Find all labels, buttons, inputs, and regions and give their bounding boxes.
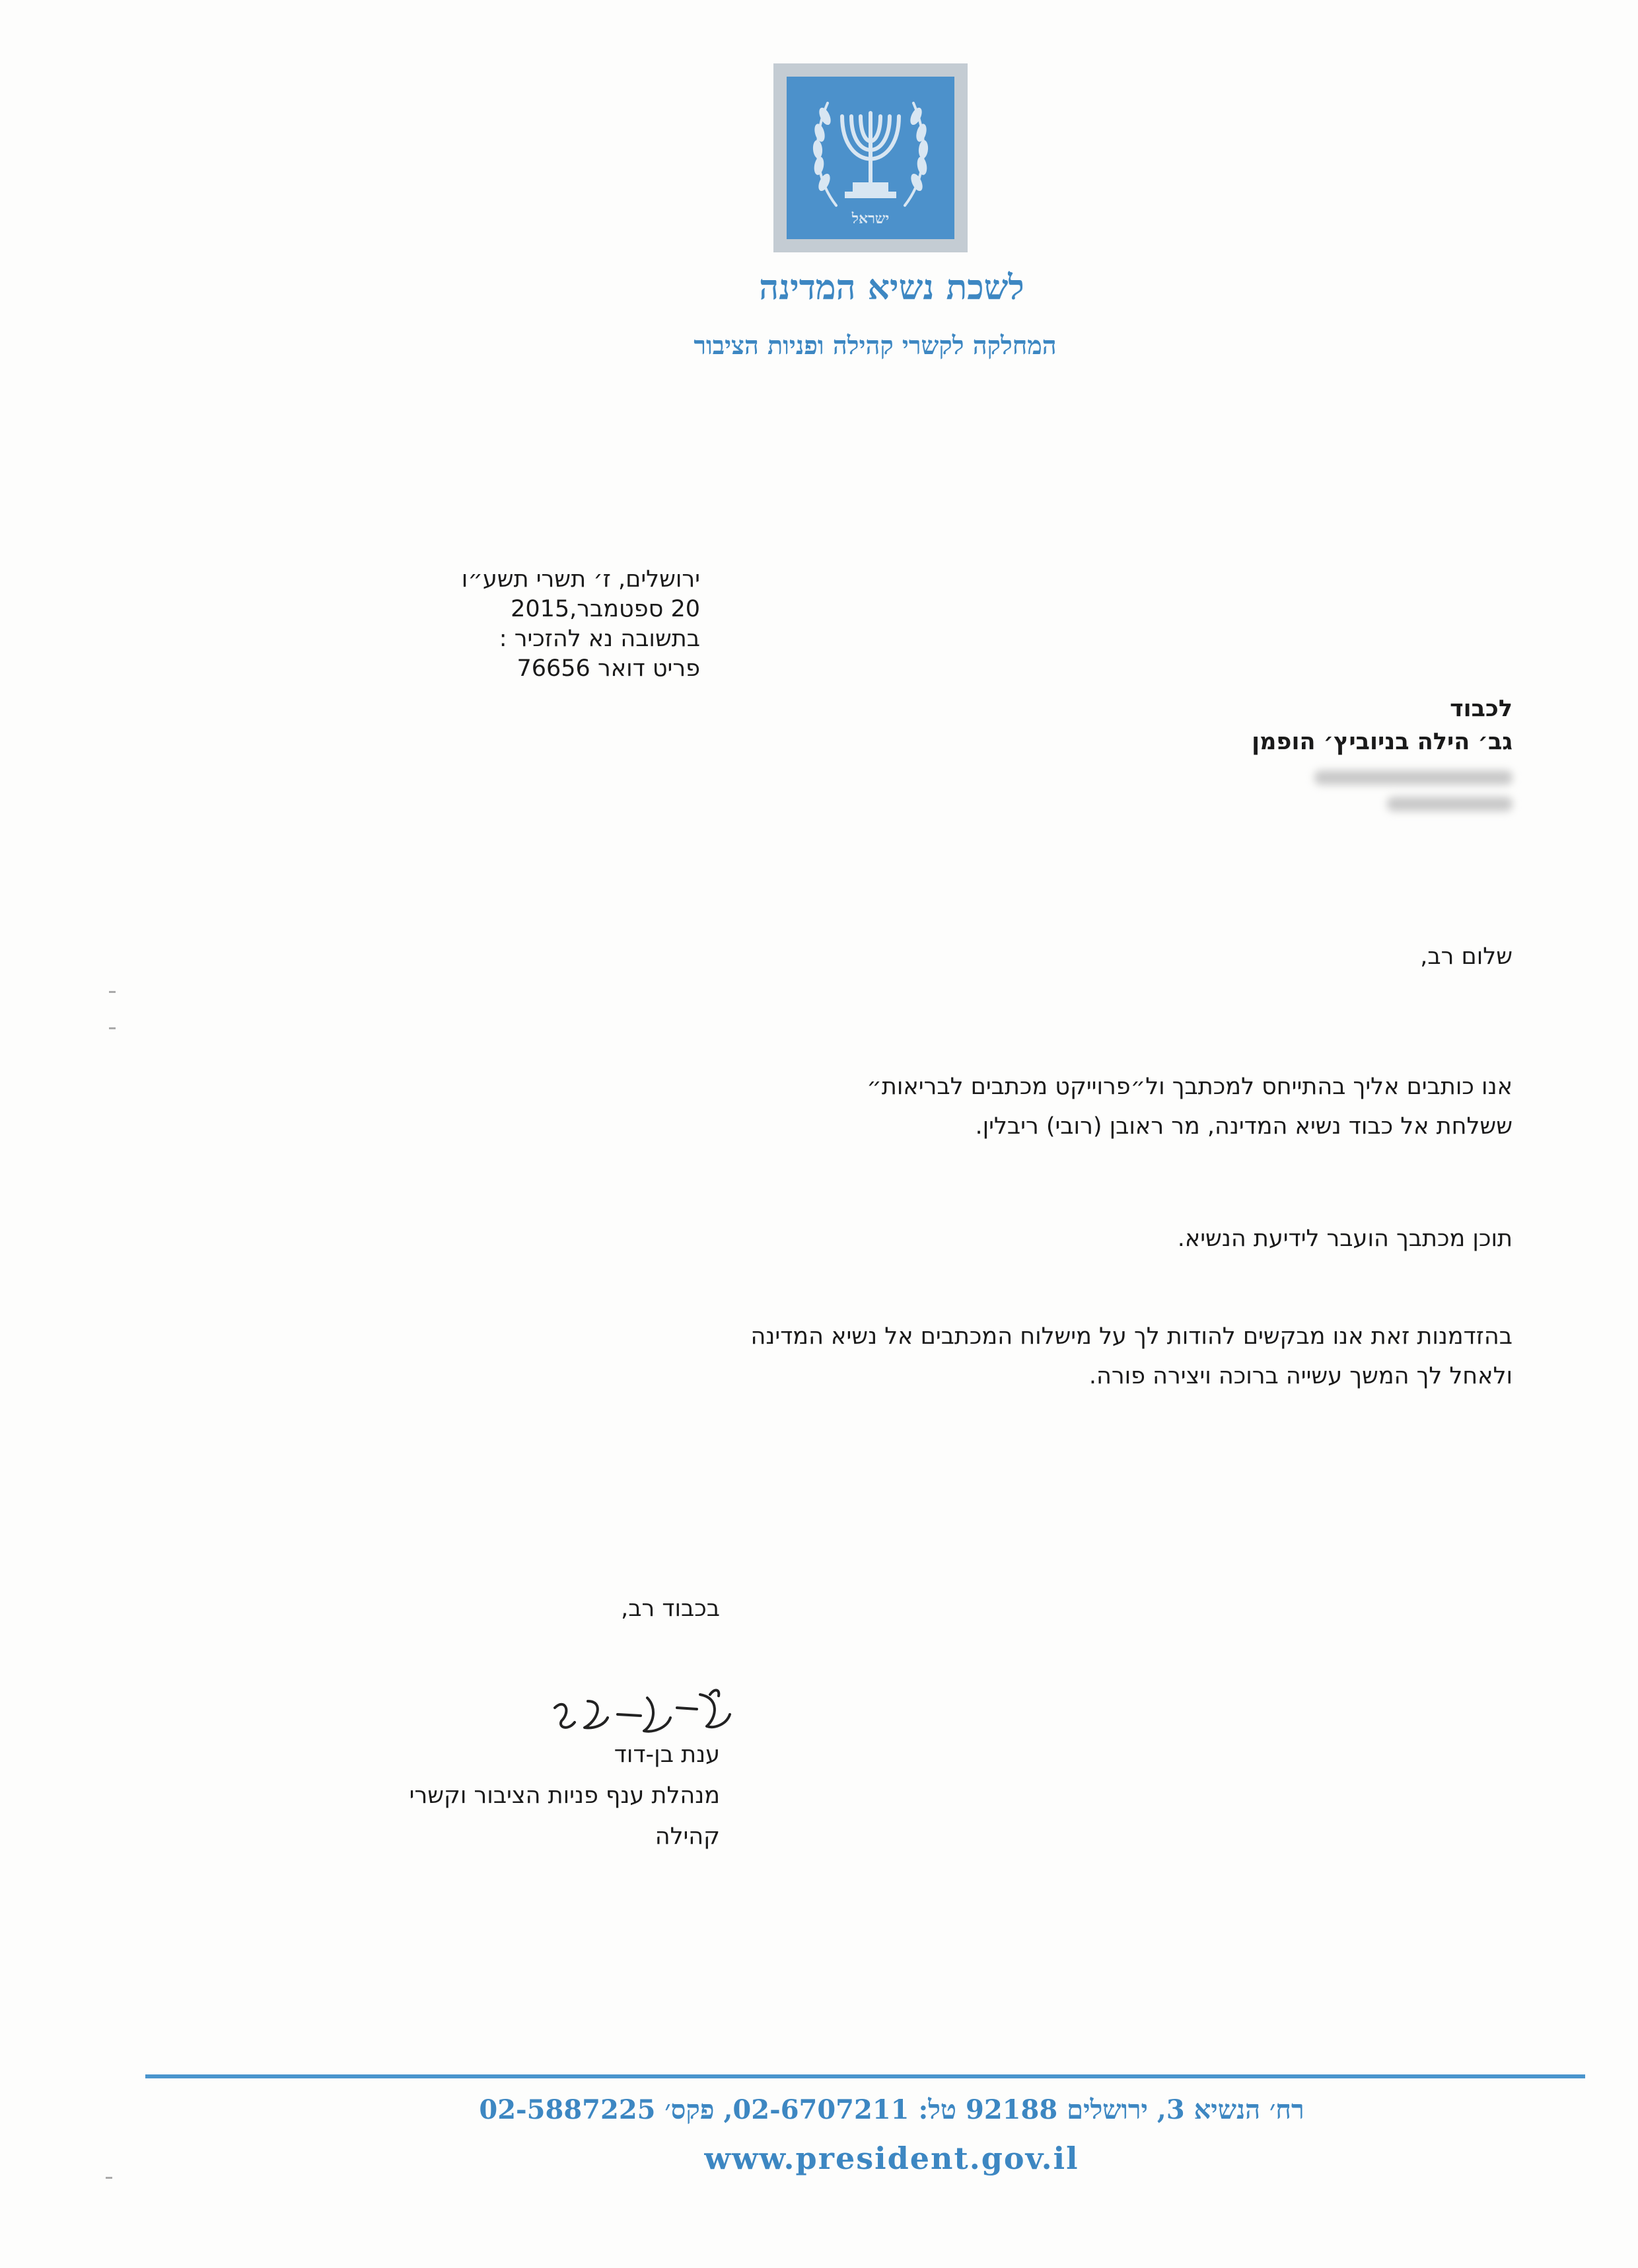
signer-title-line-1: מנהלת ענף פניות הציבור וקשרי	[409, 1782, 720, 1809]
paragraph-3	[456, 1317, 1513, 1396]
footer-divider	[145, 2074, 1585, 2078]
emblem-inscription: ישראל	[851, 210, 890, 227]
scan-speck	[109, 1027, 116, 1029]
paragraph-3-line-2: ולאחל לך המשך עשייה ברוכה ויצירה פורה.	[1088, 1363, 1513, 1389]
paragraph-1-line-1: אנו כותבים אליך בהתייחס למכתבך ול״פרוייקט מכתבים לבריאות״	[867, 1074, 1513, 1100]
paragraph-2-line-1: תוכן מכתבך הועבר לידיעת הנשיא.	[1177, 1225, 1513, 1252]
recipient-name: גב׳ הילה בניוביץ׳ הופמן	[1252, 729, 1513, 755]
signer-title-line-2: קהילה	[655, 1823, 720, 1850]
redacted-city-line	[1387, 797, 1513, 811]
paragraph-3-line-1: בהזדמנות זאת אנו מבקשים להודות לך על מישלוח המכתבים אל נשיא המדינה	[750, 1323, 1513, 1350]
sign-off: בכבוד רב,	[621, 1595, 720, 1622]
paragraph-1-line-2: ששלחת אל כבוד נשיא המדינה, מר ראובן (רובי) ריבלין.	[975, 1113, 1513, 1140]
recipient-block	[1050, 692, 1513, 811]
gregorian-date: 20 ספטמבר,2015	[511, 596, 700, 622]
mail-item-number: פריט דואר 76656	[516, 655, 700, 682]
signer-block	[192, 1734, 720, 1857]
greeting-text: שלום רב,	[1420, 943, 1513, 970]
paragraph-1	[456, 1067, 1513, 1146]
scan-speck	[106, 2177, 112, 2179]
menorah-emblem-icon	[787, 77, 954, 239]
place-hebrew-date: ירושלים, ז׳ תשרי תשע״ו	[461, 566, 700, 593]
signer-name: ענת בן-דוד	[614, 1741, 720, 1768]
footer-address: רח׳ הנשיא 3, ירושלים 92188 טל: 02-6707211, פקס׳ 02-5887225	[479, 2094, 1304, 2125]
redacted-address-line	[1314, 770, 1513, 785]
date-reference-block	[304, 565, 700, 684]
recipient-salutation: לכבוד	[1450, 696, 1513, 722]
menorah-emblem-graphic	[787, 77, 954, 239]
office-name: לשכת נשיא המדינה	[759, 268, 1024, 308]
state-emblem	[773, 63, 968, 252]
scan-speck	[109, 991, 116, 993]
footer-website: www.president.gov.il	[704, 2140, 1079, 2176]
reply-reference-label: בתשובה נא להזכיר :	[499, 626, 700, 652]
greeting	[456, 937, 1513, 976]
paragraph-2	[456, 1219, 1513, 1259]
department-name: המחלקה לקשרי קהילה ופניות הציבור	[694, 330, 1057, 360]
